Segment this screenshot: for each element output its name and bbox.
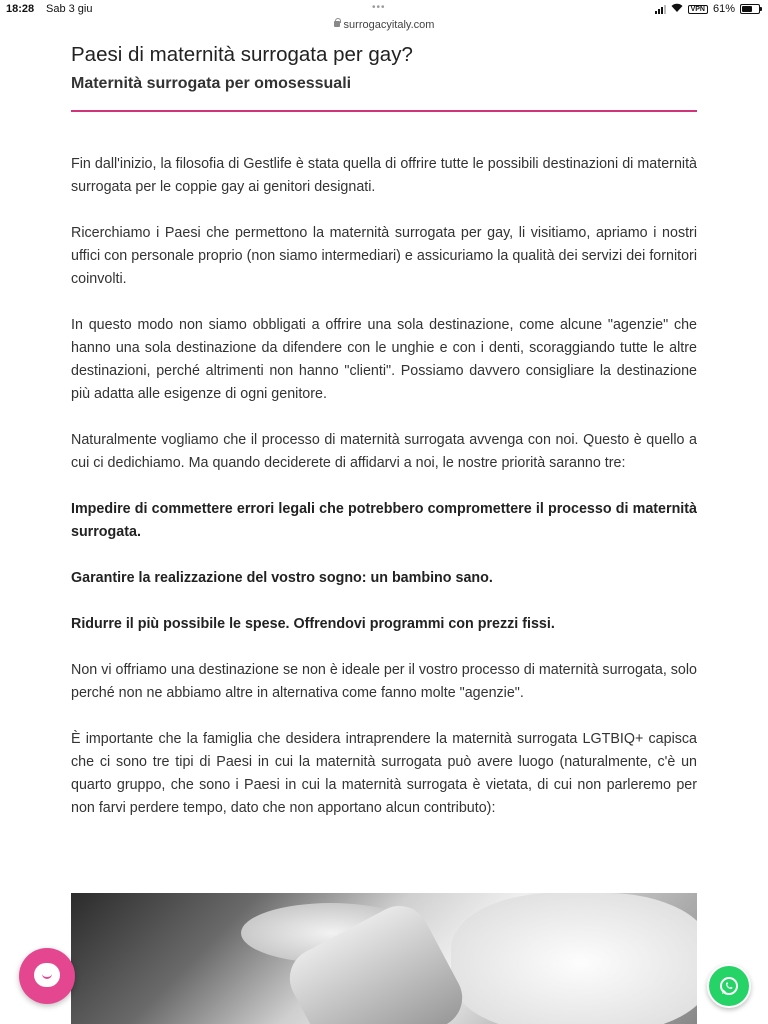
priority-baby: Garantire la realizzazione del vostro sogno: un bambino sano. [71, 570, 493, 586]
url-text: surrogacyitaly.com [343, 19, 435, 31]
status-bar [0, 0, 768, 38]
paragraph-no-agencies: Non vi offriamo una destinazione se non è ideale per il vostro processo di maternità surrogata, solo perché non ne abbiamo altre in alternativa come fanno molte "agenzie". [71, 662, 697, 701]
address-bar[interactable] [0, 19, 768, 31]
paragraph-research: Ricerchiamo i Paesi che permettono la maternità surrogata per gay, li visitiamo, apriamo i nostri uffici con personale proprio (non siamo intermediari) e assicuriamo la qualità dei servizi dei fornitori coinvolti. [71, 225, 697, 287]
priority-legal: Impedire di commettere errori legali che potrebbero compromettere il processo di maternità surrogata. [71, 501, 697, 540]
article [71, 38, 697, 820]
status-indicators [655, 3, 760, 15]
whatsapp-button[interactable] [707, 964, 751, 1008]
date: Sab 3 giu [46, 3, 93, 15]
blanket-shape [451, 893, 697, 1024]
page-subtitle: Maternità surrogata per omosessuali [71, 75, 352, 92]
lock-icon [334, 21, 340, 27]
battery-fill [742, 6, 752, 12]
paragraph-country-types: È importante che la famiglia che desidera intraprendere la maternità surrogata LGTBIQ+ capisca che ci sono tre tipi di Paesi in cui la maternità surrogata può avere luogo (naturalmente, c'è un quarto gruppo, che sono i Paesi in cui la maternità surrogata è vietata, di cui non parleremo per non farvi perdere tempo, dato che non apportano alcun contributo): [71, 731, 697, 816]
vpn-badge: VPN [688, 5, 708, 14]
paragraph-intro: Fin dall'inizio, la filosofia di Gestlife è stata quella di offrire tutte le possibili destinazioni di maternità surrogata per le coppie gay ai genitori designati. [71, 156, 697, 195]
signal-icon [655, 5, 666, 14]
chat-button[interactable] [19, 948, 75, 1004]
paragraph-priorities: Naturalmente vogliamo che il processo di maternità surrogata avvenga con noi. Questo è quello a cui ci dedichiamo. Ma quando deciderete di affidarvi a noi, le nostre priorità saranno tre: [71, 432, 697, 471]
wifi-icon [671, 3, 683, 15]
priority-costs: Ridurre il più possibile le spese. Offrendovi programmi con prezzi fissi. [71, 616, 555, 632]
battery-icon [740, 4, 760, 14]
clock: 18:28 [6, 3, 35, 15]
title-divider [71, 110, 697, 112]
chat-icon [34, 963, 60, 987]
whatsapp-icon [719, 976, 739, 996]
page-title: Paesi di maternità surrogata per gay? [71, 43, 413, 66]
paragraph-destinations: In questo modo non siamo obbligati a offrire una sola destinazione, come alcune "agenzie" che hanno una sola destinazione da difendere con le unghie e con i denti, scoraggiando tutte le altre destinazioni, perché altrimenti non hanno "clienti". Possiamo davvero consigliare la destinazione più adatta alle esigenze di ogni genitore. [71, 317, 697, 402]
more-dots-icon[interactable]: ••• [372, 2, 386, 13]
baby-bottle-image [71, 893, 697, 1024]
battery-percent: 61% [712, 3, 735, 15]
